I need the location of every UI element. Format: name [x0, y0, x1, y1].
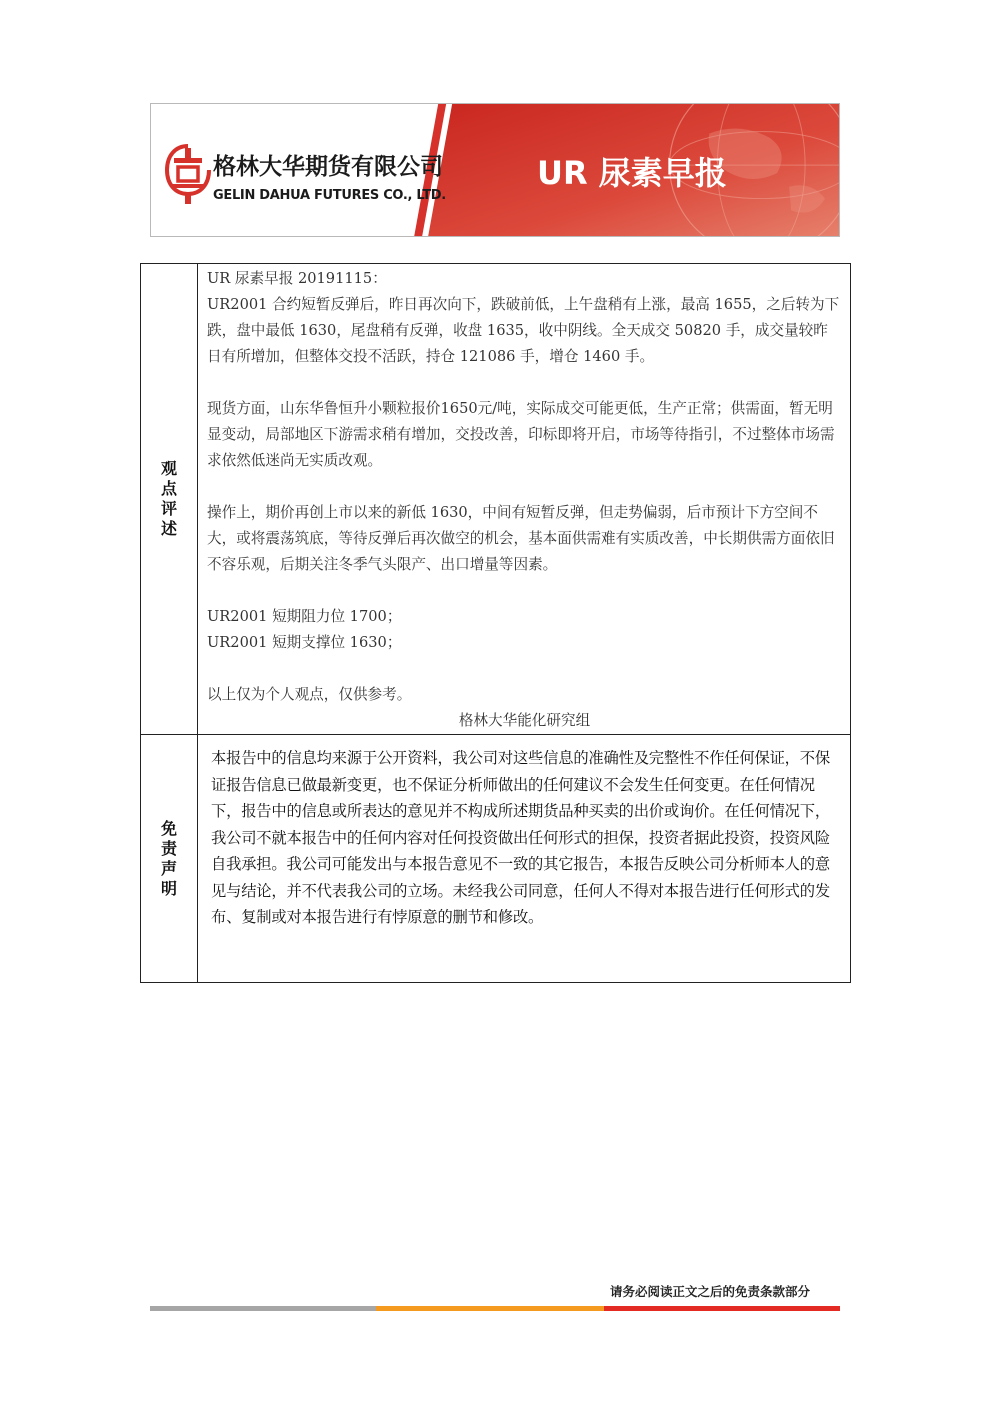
footer-bar-gray — [150, 1306, 376, 1311]
footer-bar-red — [604, 1306, 840, 1311]
company-name-en: GELIN DAHUA FUTURES CO., LTD. — [213, 188, 446, 203]
resistance-level: UR2001 短期阻力位 1700； — [207, 608, 402, 625]
view-label: 观点评述 — [160, 459, 177, 538]
view-content — [198, 264, 850, 734]
disclaimer-label-cell — [141, 735, 198, 983]
disclaimer-row — [141, 735, 851, 983]
view-content-cell — [198, 264, 851, 735]
view-paragraph-spot: 现货方面，山东华鲁恒升小颗粒报价1650元/吨，实际成交可能更低，生产正常；供需面，暂无明显变动，局部地区下游需求稍有增加，交投改善，印标即将开启，市场等待指引，不过整体市场需求依然低迷尚无实质改观。 — [207, 400, 835, 469]
view-title-line: UR 尿素早报 20191115： — [207, 270, 387, 287]
footer-disclaimer-note: 请务必阅读正文之后的免责条款部分 — [610, 1284, 811, 1299]
header-banner — [150, 103, 840, 237]
footer-bar-orange — [376, 1306, 604, 1311]
disclaimer-label: 免责声明 — [160, 818, 177, 898]
closing-note: 以上仅为个人观点，仅供参考。 — [207, 686, 412, 703]
report-table — [140, 263, 851, 983]
support-level: UR2001 短期支撑位 1630； — [207, 634, 402, 651]
view-label-cell — [141, 264, 198, 735]
report-title: UR 尿素早报 — [537, 154, 727, 192]
view-paragraph-market: UR2001 合约短暂反弹后，昨日再次向下，跌破前低，上午盘稍有上涨，最高 1655，之后转为下跌，盘中最低 1630，尾盘稍有反弹，收盘 1635，收中阴线。全天成交 50820 手，成交量较昨日有所增加，但整体交投不活跃，持仓 121086 手，增仓 1460 手。 — [207, 296, 840, 365]
company-name-cn: 格林大华期货有限公司 — [213, 154, 443, 180]
research-team-signature: 格林大华能化研究组 — [458, 712, 591, 729]
disclaimer-text: 本报告中的信息均来源于公开资料，我公司对这些信息的准确性及完整性不作任何保证，不保证报告信息已做最新变更，也不保证分析师做出的任何建议不会发生任何变更。在任何情况下，报告中的信息或所表达的意见并不构成所述期货品种买卖的出价或询价。在任何情况下，我公司不就本报告中的任何内容对任何投资做出任何形式的担保，投资者据此投资，投资风险自我承担。我公司可能发出与本报告意见不一致的其它报告，本报告反映公司分析师本人的意见与结论，并不代表我公司的立场。未经我公司同意，任何人不得对本报告进行任何形式的发布、复制或对本报告进行有悖原意的删节和修改。 — [211, 749, 830, 926]
disclaimer-content-cell — [198, 735, 851, 983]
company-logo-icon — [163, 140, 213, 208]
view-row — [141, 264, 851, 735]
view-paragraph-strategy: 操作上，期价再创上市以来的新低 1630，中间有短暂反弹，但走势偏弱，后市预计下方空间不大，或将震荡筑底，等待反弹后再次做空的机会，基本面供需难有实质改善，中长期供需方面依旧不容乐观，后期关注冬季气头限产、出口增量等因素。 — [207, 504, 835, 573]
